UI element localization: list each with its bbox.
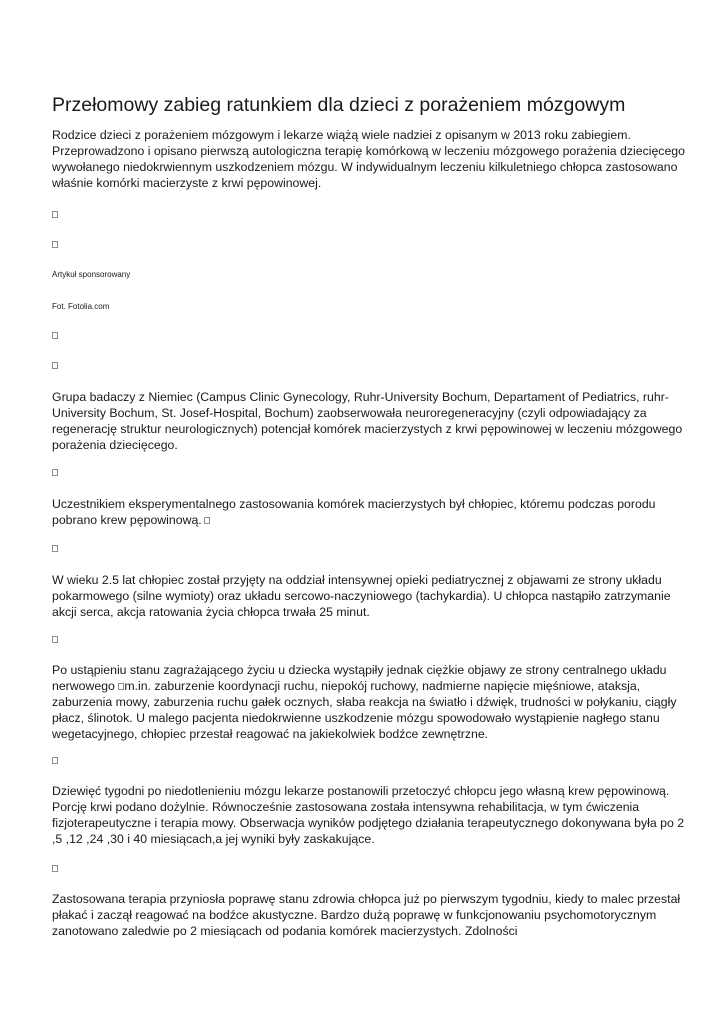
missing-glyph-icon bbox=[52, 545, 58, 552]
paragraph-participant bbox=[52, 496, 697, 528]
paragraph-symptoms-lead: Po ustąpieniu stanu zagrażającego życiu u dziecka wystąpiły jednak ciężkie objawy ze strony centralnego układu nerwowego bbox=[52, 663, 667, 694]
photo-credit: Fot. Fotolia.com bbox=[52, 302, 110, 311]
sponsored-label: Artykuł sponsorowany bbox=[52, 270, 131, 279]
missing-glyph-icon bbox=[52, 469, 58, 476]
paragraph-symptoms-list: m.in. zaburzenie koordynacji ruchu, niepokój ruchowy, nadmierne napięcie mięśniowe, ataksja, zaburzenia mowy, zaburzenia ruchu gałek ocznych, słaba reakcja na światło i dźwięk, trudności w połykaniu, ciągły płacz, ślinotok. U malego pacjenta niedokrwienne uszkodzenie mózgu spowodowało wystąpienie nagłego stanu wegetacyjnego, chłopiec przestał reagować na jakiekolwiek bodźce zewnętrzne. bbox=[52, 679, 677, 742]
paragraph-results: Zastosowana terapia przyniosła poprawę stanu zdrowia chłopca już po pierwszym tygodniu, kiedy to malec przestał płakać i zaczął reagować na bodźce akustyczne. Bardzo dużą poprawę w funkcjonowaniu psychomotorycznym zanotowano zaledwie po 2 miesiącach od podania komórek macierzystych. Zdolności bbox=[52, 892, 681, 939]
missing-glyph-icon bbox=[52, 241, 58, 248]
paragraph-participant-text: Uczestnikiem eksperymentalnego zastosowania komórek macierzystych był chłopiec, któremu podczas porodu pobrano krew pępowinową. bbox=[52, 497, 656, 528]
missing-glyph-icon bbox=[204, 517, 210, 524]
article-title: Przełomowy zabieg ratunkiem dla dzieci z porażeniem mózgowym bbox=[52, 94, 626, 116]
missing-glyph-icon bbox=[52, 757, 58, 764]
article-lead: Rodzice dzieci z porażeniem mózgowym i lekarze wiążą wiele nadziei z opisanym w 2013 roku zabiegiem. Przeprowadzono i opisano pierwszą autologiczna terapię komórkową w leczeniu mózgowego porażenia dziecięcego wywołanego niedokrwiennym uszkodzeniem mózgu. W indywidualnym leczeniu kilkuletniego chłopca zastosowano właśnie komórki macierzyste z krwi pępowinowej. bbox=[52, 128, 685, 191]
paragraph-admission: W wieku 2.5 lat chłopiec został przyjęty na oddział intensywnej opieki pediatrycznej z objawami ze strony układu pokarmowego (silne wymioty) oraz układu sercowo-naczyniowego (tachykardia). U chłopca nastąpiło zatrzymanie akcji serca, akcja ratowania życia chłopca trwała 25 minut. bbox=[52, 573, 671, 620]
paragraph-research-group: Grupa badaczy z Niemiec (Campus Clinic Gynecology, Ruhr-University Bochum, Departament of Pediatrics, ruhr-University Bochum, St. Josef-Hospital, Bochum) zaobserwowała neuroregeneracyjny (czyli odpowiadający za regenerację struktur neurologicznych) potencjał komórek macierzystych z krwi pępowinowej w leczeniu mózgowego porażenia dziecięcego. bbox=[52, 390, 683, 453]
missing-glyph-icon bbox=[52, 211, 58, 218]
paragraph-treatment: Dziewięć tygodni po niedotlenieniu mózgu lekarze postanowili przetoczyć chłopcu jego własną krew pępowinową. Porcję krwi podano dożylnie. Równocześnie zastosowana została intensywna rehabilitacja, w tym ćwiczenia fizjoterapeutyczne i terapia mowy. Obserwacja wyników podjętego działania terapeutycznego dokonywana była po 2 ,5 ,12 ,24 ,30 i 40 miesiącach,a jej wyniki były zaskakujące. bbox=[52, 784, 685, 847]
missing-glyph-icon bbox=[52, 332, 58, 339]
missing-glyph-icon bbox=[52, 362, 58, 369]
missing-glyph-icon bbox=[52, 636, 58, 643]
missing-glyph-icon bbox=[52, 865, 58, 872]
paragraph-symptoms bbox=[52, 662, 697, 742]
